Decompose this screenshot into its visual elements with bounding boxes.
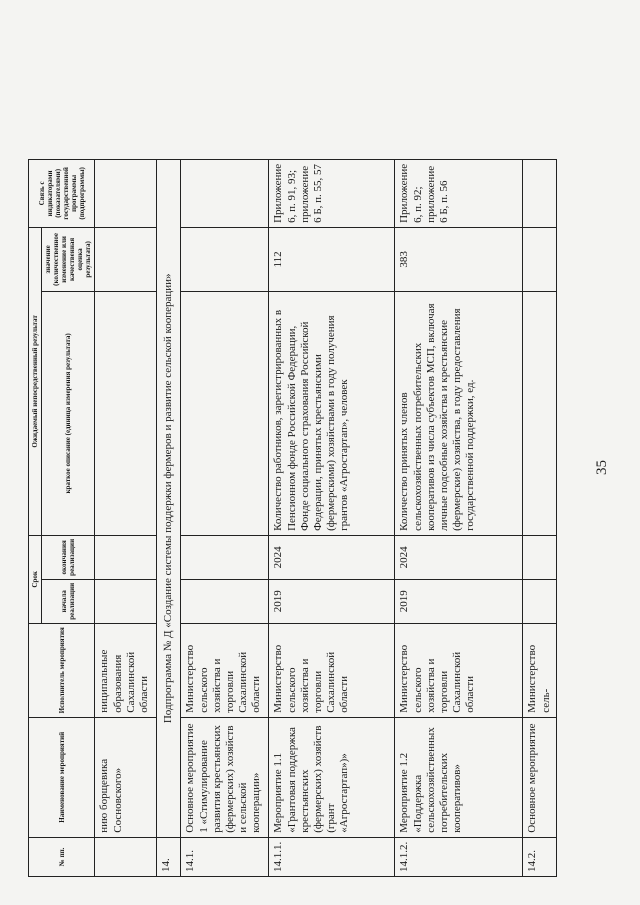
header-name: Наименование мероприятий xyxy=(29,717,95,837)
cell-end: 2024 xyxy=(269,535,395,579)
cell-num: 14.1.1. xyxy=(269,837,395,876)
table-row xyxy=(157,159,181,876)
table-row xyxy=(181,159,269,876)
cell-end xyxy=(95,535,157,579)
header-value: значение (количественное изменение или качественная оценка результата) xyxy=(42,227,95,291)
table-row xyxy=(523,159,556,876)
cell-name: Основное мероприятие 1 «Стимулирование развития крестьянских (фермерских) хозяйств и сельской кооперации» xyxy=(181,717,269,837)
cell-name: Основное мероприятие xyxy=(523,717,556,837)
cell-executor: ниципальные образования Сахалинской области xyxy=(95,623,157,717)
cell-value xyxy=(523,227,556,291)
header-term: Срок xyxy=(29,535,42,623)
header-brief: краткое описание (единица измерения результата) xyxy=(42,291,95,535)
header-end: окончания реализации xyxy=(42,535,95,579)
cell-link xyxy=(181,159,269,227)
cell-start: 2019 xyxy=(269,579,395,623)
cell-brief: Количество работников, зарегистрированных в Пенсионном фонде Российской Федерации, Фонде социального страхования Российской Федерации, принятых крестьянскими (фермерскими) хозяйствами в году получения грантов «Агростартап», человек xyxy=(269,291,395,535)
cell-link xyxy=(95,159,157,227)
cell-value: 383 xyxy=(395,227,523,291)
cell-name: Мероприятие 1.1 «Грантовая поддержка крестьянских (фермерских) хозяйств (грант «Агростартап»)» xyxy=(269,717,395,837)
page-number: 35 xyxy=(594,460,610,475)
cell-brief xyxy=(181,291,269,535)
cell-link xyxy=(523,159,556,227)
cell-num: 14.1.2. xyxy=(395,837,523,876)
cell-link: Приложение 6, п. 91, 93; приложение 6 Б, п. 55, 57 xyxy=(269,159,395,227)
cell-subheading: Подпрограмма № Д «Создание системы поддержки фермеров и развитие сельской кооперации» xyxy=(157,159,181,837)
cell-value xyxy=(181,227,269,291)
header-row xyxy=(29,159,42,876)
cell-start: 2019 xyxy=(395,579,523,623)
cell-start xyxy=(523,579,556,623)
cell-executor: Министерство сельского хозяйства и торговли Сахалинской области xyxy=(269,623,395,717)
header-start: начала реализации xyxy=(42,579,95,623)
cell-num: 14. xyxy=(157,837,181,876)
header-num: № пп. xyxy=(29,837,95,876)
cell-start xyxy=(181,579,269,623)
cell-link: Приложение 6, п. 92; приложение 6 Б, п. 56 xyxy=(395,159,523,227)
cell-executor: Министерство сельского хозяйства и торговли Сахалинской области xyxy=(181,623,269,717)
header-expected: Ожидаемый непосредственный результат xyxy=(29,227,42,535)
cell-start xyxy=(95,579,157,623)
cell-num: 14.2. xyxy=(523,837,556,876)
table-row xyxy=(95,159,157,876)
cell-brief xyxy=(95,291,157,535)
cell-end: 2024 xyxy=(395,535,523,579)
cell-executor: Министерство сель- xyxy=(523,623,556,717)
cell-num: 14.1. xyxy=(181,837,269,876)
cell-executor: Министерство сельского хозяйства и торговли Сахалинской области xyxy=(395,623,523,717)
header-link: Связь с индикаторами (показателями) государственной программы (подпрограммы) xyxy=(29,159,95,227)
header-executor: Исполнитель мероприятия xyxy=(29,623,95,717)
cell-brief xyxy=(523,291,556,535)
cell-value xyxy=(95,227,157,291)
cell-name: нию борщевика Сосновского» xyxy=(95,717,157,837)
table-row xyxy=(395,159,523,876)
cell-end xyxy=(181,535,269,579)
cell-name: Мероприятие 1.2 «Поддержка сельскохозяйственных потребительских кооперативов» xyxy=(395,717,523,837)
cell-end xyxy=(523,535,556,579)
cell-brief: Количество принятых членов сельскохозяйственных потребительских кооперативов из числа субъектов МСП, включая личные подсобные хозяйства и крестьянские (фермерские) хозяйства, в году предоставления государственной поддержки, ед. xyxy=(395,291,523,535)
cell-num xyxy=(95,837,157,876)
measures-table xyxy=(28,159,557,877)
cell-value: 112 xyxy=(269,227,395,291)
table-row xyxy=(269,159,395,876)
